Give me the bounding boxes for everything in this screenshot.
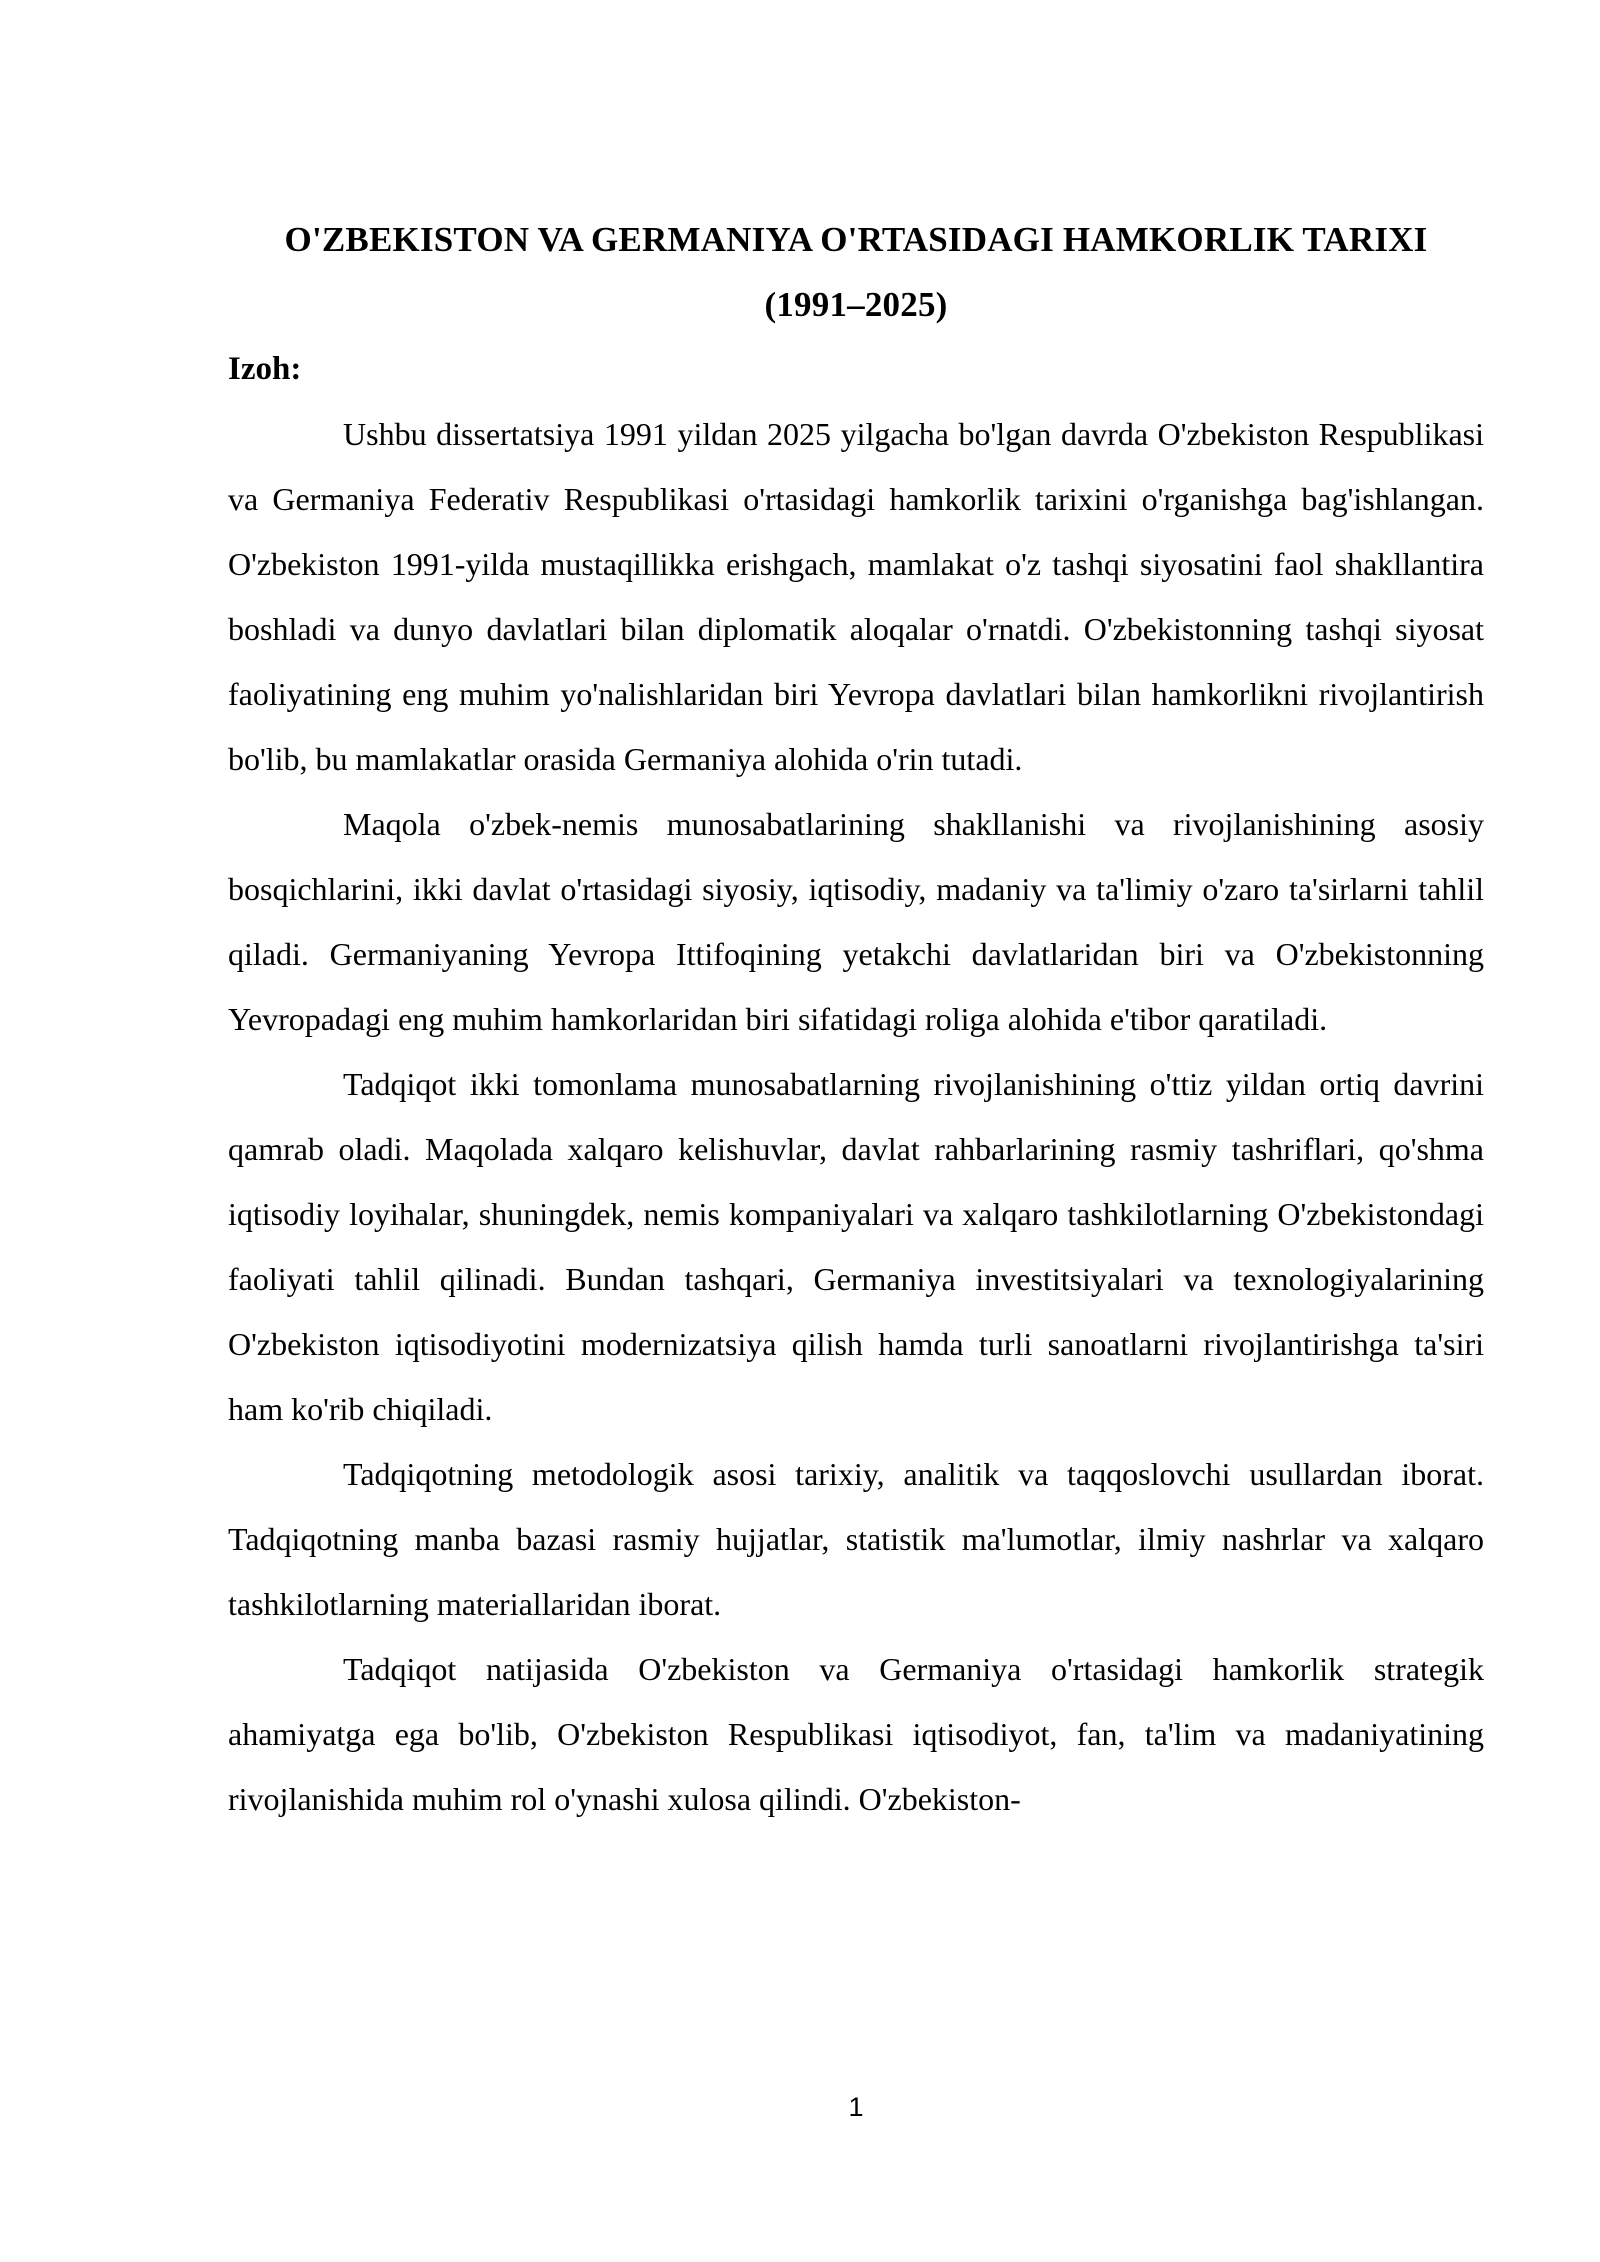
abstract-paragraph-3: Tadqiqot ikki tomonlama munosabatlarning rivojlanishining o'ttiz yildan ortiq davrini qamrab oladi. Maqolada xalqaro kelishuvlar, davlat rahbarlarining rasmiy tashriflari, qo'shma iqtisodiy loyihalar, shuningdek, nemis kompaniyalari va xalqaro tashkilotlarning O'zbekistondagi faoliyati tahlil qilinadi. Bundan tashqari, Germaniya investitsiyalari va texnologiyalarining O'zbekiston iqtisodiyotini modernizatsiya qilish hamda turli sanoatlarni rivojlantirishga ta'siri ham ko'rib chiqiladi.: [228, 1066, 1484, 1427]
abstract-paragraph-5: Tadqiqot natijasida O'zbekiston va Germaniya o'rtasidagi hamkorlik strategik ahamiyatga ega bo'lib, O'zbekiston Respublikasi iqtisodiyot, fan, ta'lim va madaniyatining rivojlanishida muhim rol o'ynashi xulosa qilindi. O'zbekiston-: [228, 1651, 1484, 1817]
abstract-paragraph-1: Ushbu dissertatsiya 1991 yildan 2025 yilgacha bo'lgan davrda O'zbekiston Respublikasi va Germaniya Federativ Respublikasi o'rtasidagi hamkorlik tarixini o'rganishga bag'ishlangan. O'zbekiston 1991-yilda mustaqillikka erishgach, mamlakat o'z tashqi siyosatini faol shakllantira boshladi va dunyo davlatlari bilan diplomatik aloqalar o'rnatdi. O'zbekistonning tashqi siyosat faoliyatining eng muhim yo'nalishlaridan biri Yevropa davlatlari bilan hamkorlikni rivojlantirish bo'lib, bu mamlakatlar orasida Germaniya alohida o'rin tutadi.: [228, 416, 1484, 777]
abstract-paragraph-4: Tadqiqotning metodologik asosi tarixiy, analitik va taqqoslovchi usullardan iborat. Tadqiqotning manba bazasi rasmiy hujjatlar, statistik ma'lumotlar, ilmiy nashrlar va xalqaro tashkilotlarning materiallaridan iborat.: [228, 1456, 1484, 1622]
document-title: [228, 207, 1484, 337]
document-title-line-1: O'ZBEKISTON VA GERMANIYA O'RTASIDAGI HAMKORLIK TARIXI: [284, 220, 1428, 259]
document-content: [228, 207, 1484, 1832]
page-number: 1: [848, 2092, 864, 2122]
document-title-line-2: (1991–2025): [764, 285, 948, 324]
abstract-paragraph-2: Maqola o'zbek-nemis munosabatlarining shakllanishi va rivojlanishining asosiy bosqichlarini, ikki davlat o'rtasidagi siyosiy, iqtisodiy, madaniy va ta'limiy o'zaro ta'sirlarni tahlil qiladi. Germaniyaning Yevropa Ittifoqining yetakchi davlatlaridan biri va O'zbekistonning Yevropadagi eng muhim hamkorlaridan biri sifatidagi roliga alohida e'tibor qaratiladi.: [228, 806, 1484, 1037]
section-heading-izoh: Izoh:: [228, 351, 302, 387]
